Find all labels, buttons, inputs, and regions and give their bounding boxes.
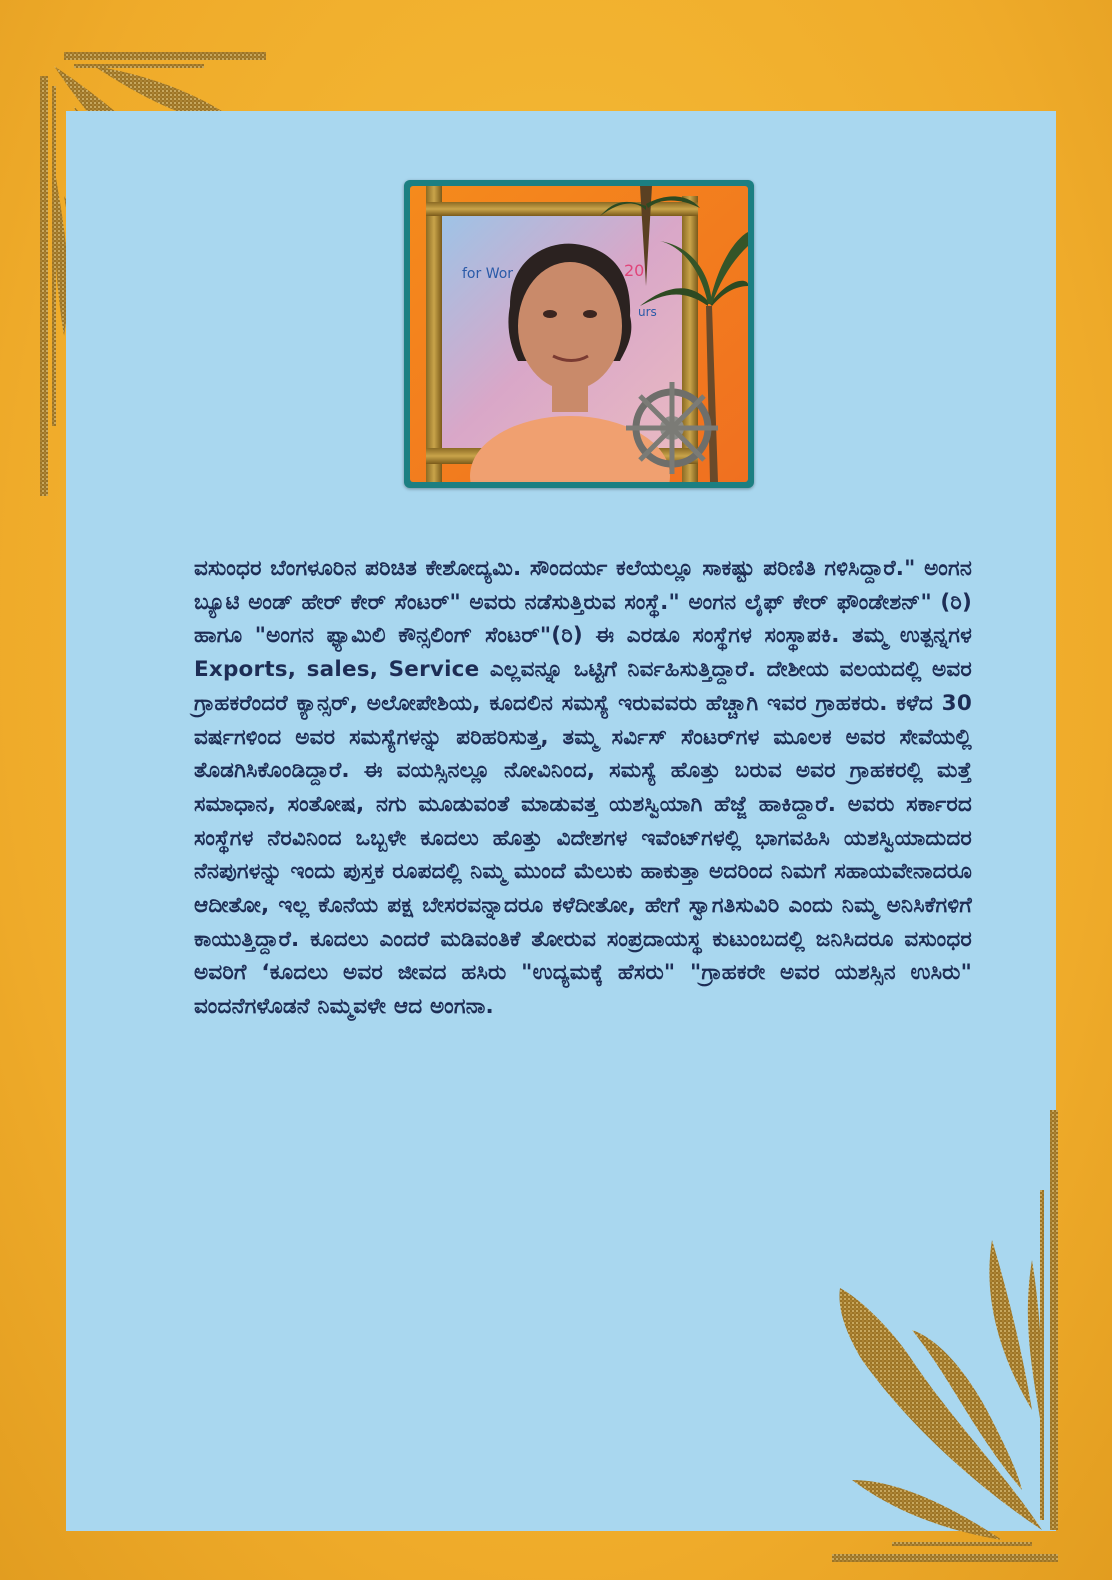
banner-year: 20	[624, 261, 645, 280]
banner-text-2: urs	[638, 305, 657, 319]
author-bio-paragraph: ವಸುಂಧರ ಬೆಂಗಳೂರಿನ ಪರಿಚಿತ ಕೇಶೋದ್ಯಮಿ. ಸೌಂದರ್ಯ ಕಲೆಯಲ್ಲೂ ಸಾಕಷ್ಟು ಪರಿಣಿತಿ ಗಳಿಸಿದ್ದಾರೆ." ಅಂಗನ ಬ್ಯೂಟಿ ಅಂಡ್ ಹೇರ್ ಕೇರ್ ಸೆಂಟರ್" ಅವರು ನಡೆಸುತ್ತಿರುವ ಸಂಸ್ಥೆ." ಅಂಗನ ಲೈಫ್ ಕೇರ್ ಫೌಂಡೇಶನ್" (ರಿ) ಹಾಗೂ "ಅಂಗನ ಫ್ಯಾಮಿಲಿ ಕೌನ್ಸಲಿಂಗ್ ಸೆಂಟರ್"(ರಿ) ಈ ಎರಡೂ ಸಂಸ್ಥೆಗಳ ಸಂಸ್ಥಾಪಕಿ. ತಮ್ಮ ಉತ್ಪನ್ನಗಳ Exports, sales, Service ಎಲ್ಲವನ್ನೂ ಒಟ್ಟಿಗೆ ನಿರ್ವಹಿಸುತ್ತಿದ್ದಾರೆ. ದೇಶೀಯ ವಲಯದಲ್ಲಿ ಅವರ ಗ್ರಾಹಕರೆಂದರೆ ಕ್ಯಾನ್ಸರ್, ಅಲೋಪೇಶಿಯ, ಕೂದಲಿನ ಸಮಸ್ಯೆ ಇರುವವರು ಹೆಚ್ಚಾಗಿ ಇವರ ಗ್ರಾಹಕರು. ಕಳೆದ 30 ವರ್ಷಗಳಿಂದ ಅವರ ಸಮಸ್ಯೆಗಳನ್ನು ಪರಿಹರಿಸುತ್ತ, ತಮ್ಮ ಸರ್ವಿಸ್ ಸೆಂಟರ್‌ಗಳ ಮೂಲಕ ಅವರ ಸೇವೆಯಲ್ಲಿ ತೊಡಗಿಸಿಕೊಂಡಿದ್ದಾರೆ. ಈ ವಯಸ್ಸಿನಲ್ಲೂ ನೋವಿನಿಂದ, ಸಮಸ್ಯೆ ಹೊತ್ತು ಬರುವ ಅವರ ಗ್ರಾಹಕರಲ್ಲಿ ಮತ್ತೆ ಸಮಾಧಾನ, ಸಂತೋಷ, ನಗು ಮೂಡುವಂತೆ ಮಾಡುವತ್ತ ಯಶಸ್ವಿಯಾಗಿ ಹೆಜ್ಜೆ ಹಾಕಿದ್ದಾರೆ. ಅವರು ಸರ್ಕಾರದ ಸಂಸ್ಥೆಗಳ ನೆರವಿನಿಂದ ಒಬ್ಬಳೇ ಕೂದಲು ಹೊತ್ತು ವಿದೇಶಗಳ ಇವೆಂಟ್‌ಗಳಲ್ಲಿ ಭಾಗವಹಿಸಿ ಯಶಸ್ವಿಯಾದುದರ ನೆನಪುಗಳನ್ನು ಇಂದು ಪುಸ್ತಕ ರೂಪದಲ್ಲಿ ನಿಮ್ಮ ಮುಂದೆ ಮೆಲುಕು ಹಾಕುತ್ತಾ ಅದರಿಂದ ನಿಮಗೆ ಸಹಾಯವೇನಾದರೂ ಆದೀತೋ, ಇಲ್ಲ ಕೊನೆಯ ಪಕ್ಷ ಬೇಸರವನ್ನಾದರೂ ಕಳೆದೀತೋ, ಹೇಗೆ ಸ್ವಾಗತಿಸುವಿರಿ ಎಂದು ನಿಮ್ಮ ಅನಿಸಿಕೆಗಳಿಗೆ ಕಾಯುತ್ತಿದ್ದಾರೆ. ಕೂದಲು ಎಂದರೆ ಮಡಿವಂತಿಕೆ ತೋರುವ ಸಂಪ್ರದಾಯಸ್ಥ ಕುಟುಂಬದಲ್ಲಿ ಜನಿಸಿದರೂ ವಸುಂಧರ ಅವರಿಗೆ ‘ಕೂದಲು ಅವರ ಜೀವದ ಹಸಿರು "ಉದ್ಯಮಕ್ಕೆ ಹೆಸರು" "ಗ್ರಾಹಕರೇ ಅವರ ಯಶಸ್ಸಿನ ಉಸಿರು" ವಂದನೆಗಳೊಡನೆ ನಿಮ್ಮವಳೇ ಆದ ಅಂಗನಾ.	[194, 556, 972, 1020]
banner-text: for Wor	[462, 266, 514, 282]
gold-flourish-bottom-right	[832, 1110, 1082, 1570]
author-photo-frame	[404, 180, 754, 488]
author-photo	[410, 186, 748, 482]
